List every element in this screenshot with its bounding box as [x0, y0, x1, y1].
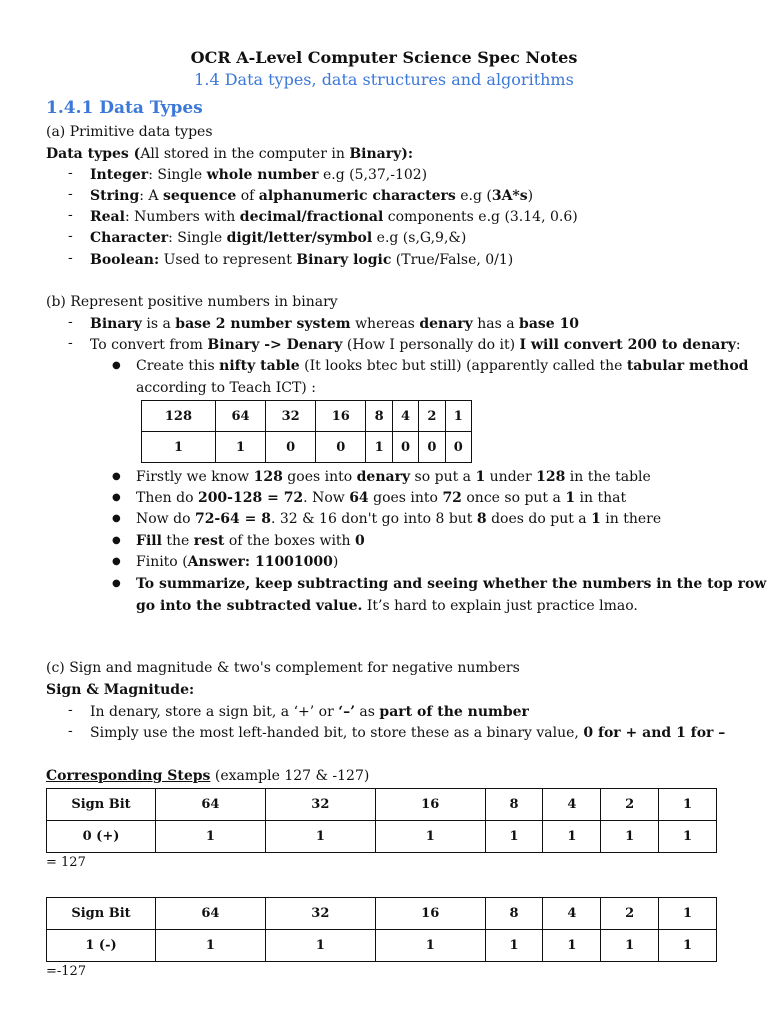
list-item: Character: Single digit/letter/symbol e.g (s,G,9,&)	[90, 230, 467, 246]
table-cell: 1	[485, 930, 543, 962]
list-item: To convert from Binary -> Denary (How I personally do it) I will convert 200 to denary:	[90, 337, 741, 353]
list-item: Binary is a base 2 number system whereas denary has a base 10	[90, 316, 580, 332]
list-dash: -	[68, 165, 73, 181]
data-types-intro: Data types (All stored in the computer in Binary):	[46, 146, 414, 162]
table-cell: 4	[543, 898, 601, 930]
list-dash: -	[68, 186, 73, 202]
table-cell: 2	[419, 401, 445, 432]
list-item: Now do 72-64 = 8. 32 & 16 don't go into 8 but 8 does do put a 1 in there	[136, 511, 662, 527]
table-cell: 0	[392, 432, 418, 463]
list-item: Simply use the most left-handed bit, to store these as a binary value, 0 for + and 1 for –	[90, 725, 726, 741]
table-cell: 16	[316, 401, 366, 432]
table-cell: 2	[601, 898, 659, 930]
list-item: Real: Numbers with decimal/fractional components e.g (3.14, 0.6)	[90, 209, 578, 225]
table-row	[142, 401, 472, 432]
table-cell: 2	[601, 789, 659, 821]
table-cell: 32	[265, 789, 375, 821]
list-item: Integer: Single whole number e.g (5,37,-102)	[90, 167, 428, 183]
table-cell: 4	[392, 401, 418, 432]
table-cell: 1	[601, 821, 659, 853]
list-dash: -	[68, 228, 73, 244]
list-item: String: A sequence of alphanumeric characters e.g (3A*s)	[90, 188, 534, 204]
list-item: In denary, store a sign bit, a ‘+’ or ‘–’ as part of the number	[90, 704, 529, 720]
list-dash: -	[68, 702, 73, 718]
table-cell: 1	[485, 821, 543, 853]
table-cell: 1	[543, 821, 601, 853]
table-cell: 1	[156, 930, 266, 962]
table-cell: 1	[375, 930, 485, 962]
sign-magnitude-table-negative	[46, 897, 717, 962]
table-cell: 16	[375, 898, 485, 930]
table-cell: 8	[485, 898, 543, 930]
bullet-dot: ●	[112, 556, 121, 567]
subsection-b-label: (b) Represent positive numbers in binary	[46, 294, 338, 310]
sign-magnitude-heading: Sign & Magnitude:	[46, 682, 195, 698]
list-dash: -	[68, 314, 73, 330]
table-cell: 0 (+)	[47, 821, 156, 853]
table-row	[47, 789, 717, 821]
subsection-c-label: (c) Sign and magnitude & two's complement for negative numbers	[46, 660, 520, 676]
document-subtitle: 1.4 Data types, data structures and algorithms	[194, 70, 574, 89]
list-dash: -	[68, 250, 73, 266]
list-dash: -	[68, 335, 73, 351]
table-cell: Sign Bit	[47, 789, 156, 821]
table-cell: 0	[445, 432, 471, 463]
table-cell: 1	[366, 432, 392, 463]
table-cell: 1	[601, 930, 659, 962]
bullet-dot: ●	[112, 578, 121, 589]
summary-item: To summarize, keep subtracting and seeing whether the numbers in the top row	[136, 576, 767, 592]
table-cell: 1	[142, 432, 216, 463]
subsection-a-label: (a) Primitive data types	[46, 124, 213, 140]
table-cell: 64	[215, 401, 265, 432]
table-cell: 0	[316, 432, 366, 463]
table-cell: 0	[419, 432, 445, 463]
list-item: Finito (Answer: 11001000)	[136, 554, 339, 570]
table-row	[47, 898, 717, 930]
table-cell: 1	[543, 930, 601, 962]
table-cell: 64	[156, 898, 266, 930]
list-item: Create this nifty table (It looks btec but still) (apparently called the tabular method	[136, 358, 749, 374]
table-cell: Sign Bit	[47, 898, 156, 930]
table-cell: 8	[485, 789, 543, 821]
table-cell: 128	[142, 401, 216, 432]
list-item: Then do 200-128 = 72. Now 64 goes into 72 once so put a 1 in that	[136, 490, 627, 506]
table-row	[142, 432, 472, 463]
table-cell: 1	[445, 401, 471, 432]
table-cell: 1	[215, 432, 265, 463]
summary-item-continued: go into the subtracted value. It’s hard to explain just practice lmao.	[136, 598, 638, 614]
table-cell: 4	[543, 789, 601, 821]
list-dash: -	[68, 207, 73, 223]
table-cell: 0	[266, 432, 316, 463]
positive-result: = 127	[46, 855, 86, 870]
table-cell: 1	[659, 898, 717, 930]
table-row	[47, 821, 717, 853]
bullet-dot: ●	[112, 492, 121, 503]
table-cell: 1	[265, 821, 375, 853]
table-cell: 1	[659, 821, 717, 853]
list-item-continued: according to Teach ICT) :	[136, 380, 316, 396]
list-item: Firstly we know 128 goes into denary so put a 1 under 128 in the table	[136, 469, 651, 485]
table-row	[47, 930, 717, 962]
bullet-dot: ●	[112, 471, 121, 482]
table-cell: 8	[366, 401, 392, 432]
table-cell: 16	[375, 789, 485, 821]
corresponding-steps-heading: Corresponding Steps (example 127 & -127)	[46, 768, 370, 784]
table-cell: 1	[265, 930, 375, 962]
bullet-dot: ●	[112, 360, 121, 371]
document-title: OCR A-Level Computer Science Spec Notes	[190, 48, 578, 67]
table-cell: 1	[659, 930, 717, 962]
list-item: Boolean: Used to represent Binary logic (True/False, 0/1)	[90, 252, 514, 268]
table-cell: 64	[156, 789, 266, 821]
negative-result: =-127	[46, 964, 87, 979]
table-cell: 1	[156, 821, 266, 853]
table-cell: 1 (-)	[47, 930, 156, 962]
nifty-table	[141, 400, 472, 463]
list-dash: -	[68, 723, 73, 739]
table-cell: 32	[266, 401, 316, 432]
section-heading: 1.4.1 Data Types	[46, 98, 203, 118]
list-item: Fill the rest of the boxes with 0	[136, 533, 365, 549]
sign-magnitude-table-positive	[46, 788, 717, 853]
bullet-dot: ●	[112, 535, 121, 546]
bullet-dot: ●	[112, 513, 121, 524]
table-cell: 1	[375, 821, 485, 853]
table-cell: 32	[265, 898, 375, 930]
table-cell: 1	[659, 789, 717, 821]
